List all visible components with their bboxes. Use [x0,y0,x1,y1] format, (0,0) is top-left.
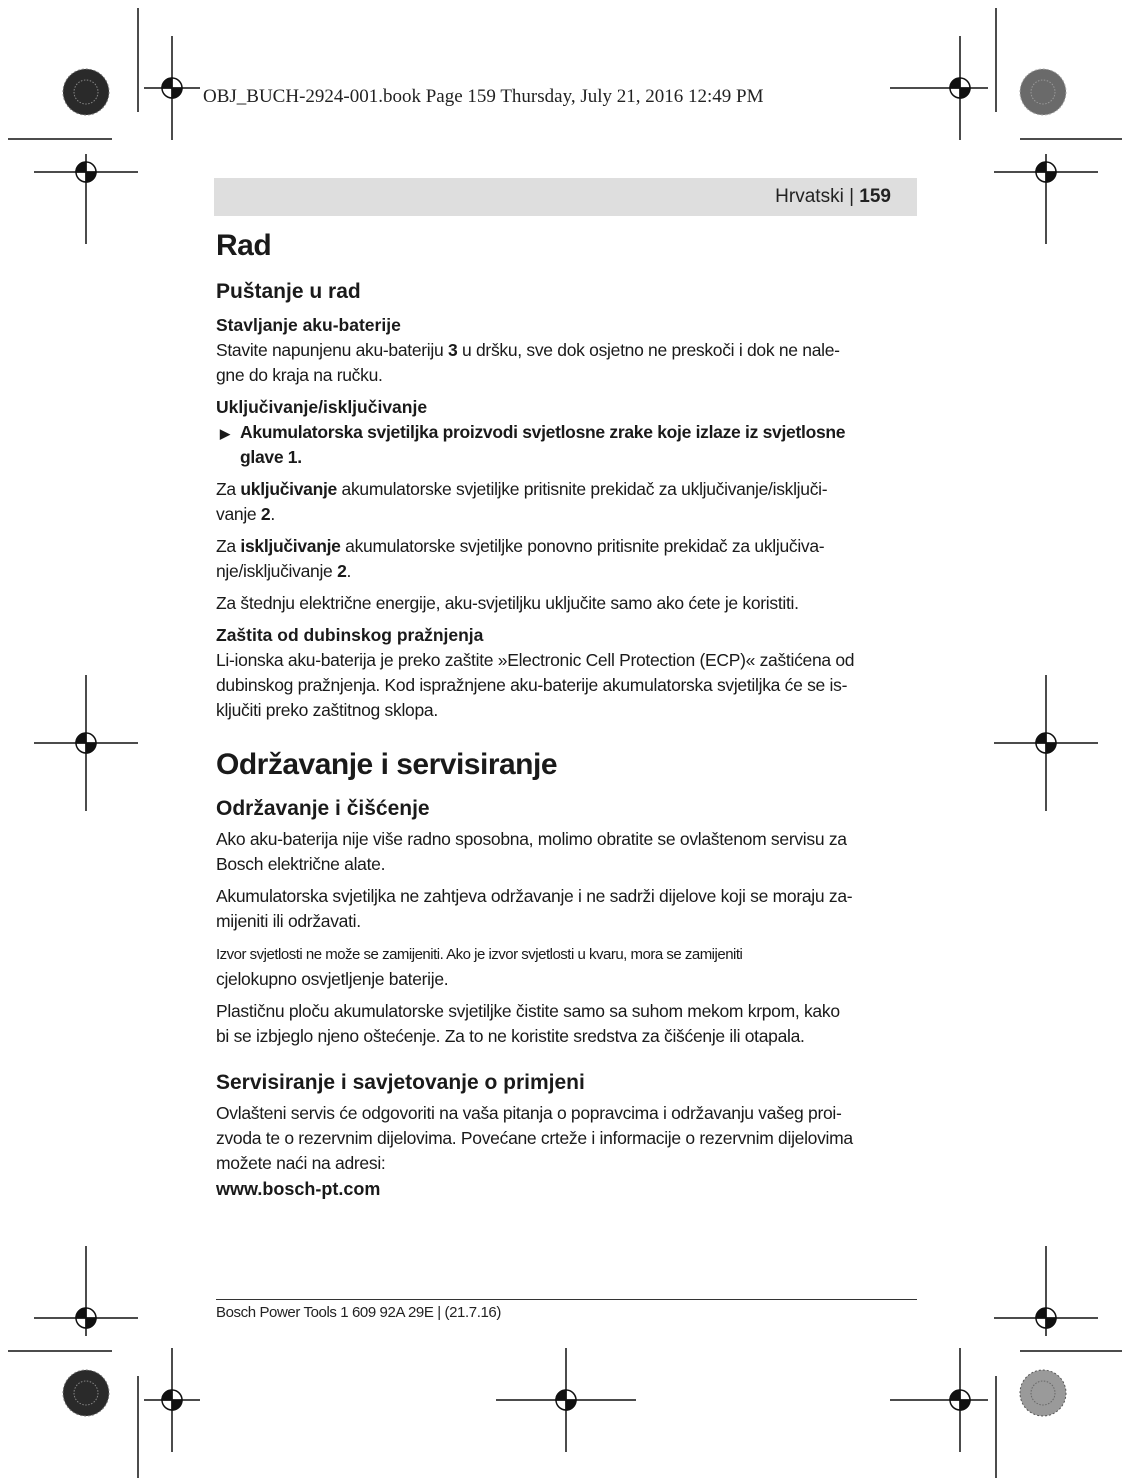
page-number: 159 [859,186,891,207]
paragraph-switch-on [216,477,918,527]
emphasis: isključivanje [240,536,341,556]
text-run: Stavite napunjenu aku-bateriju [216,340,448,360]
text-run: gne do kraja na ručku. [216,365,383,385]
text-run: mijeniti ili održavati. [216,911,361,931]
warning-bullet [216,420,918,470]
paragraph-zastita [216,648,918,723]
text-run: nje/isključivanje [216,561,338,581]
subsection-title-ciscenje: Održavanje i čišćenje [216,797,430,820]
paragraph-stavljanje [216,338,918,388]
part-number: 2 [260,504,271,524]
heading-stavljanje: Stavljanje aku-baterije [216,315,401,335]
heading-zastita: Zaštita od dubinskog pražnjenja [216,625,484,645]
part-number: 3 [447,340,458,360]
bullet-triangle-icon: ▶ [220,426,230,441]
text-run: Akumulatorska svjetiljka proizvodi svjetlosne zrake koje izlaze iz svjetlosne [240,422,846,442]
text-run: vanje [216,504,261,524]
subsection-title-pustanje: Puštanje u rad [216,280,361,303]
part-number: 2 [337,561,347,581]
text-run: Ovlašteni servis će odgovoriti na vaša pitanja o popravcima i održavanju vašeg proi- [216,1103,842,1123]
section-title-rad: Rad [216,229,272,262]
text-run: Bosch električne alate. [216,854,386,874]
text-run: akumulatorske svjetiljke pritisnite prekidač za uključivanje/isključi- [336,479,828,499]
paragraph-cleaning [216,999,918,1049]
heading-ukljucivanje: Uključivanje/isključivanje [216,397,428,417]
text-run: bi se izbjeglo njeno oštećenje. Za to ne koristite sredstva za čišćenje ili otapala. [216,1026,805,1046]
footer-rule [216,1299,917,1300]
page-header [214,178,917,216]
section-title-odrzavanje: Održavanje i servisiranje [216,748,558,781]
text-run: Izvor svjetlosti ne može se zamijeniti. Ako je izvor svjetlosti u kvaru, mora se zamijeniti [216,946,743,963]
text-run: Za [216,536,241,556]
paragraph-servis [216,1101,918,1176]
bosch-website-link[interactable]: www.bosch-pt.com [216,1179,381,1199]
text-run: cjelokupno osvjetljenje baterije. [216,969,449,989]
text-run: zvoda te o rezervnim dijelovima. Povećane crteže i informacije o rezervnim dijelovima [216,1128,853,1148]
paragraph-maintenance-free [216,884,918,934]
print-slug: OBJ_BUCH-2924-001.book Page 159 Thursday, July 21, 2016 12:49 PM [203,86,764,107]
emphasis: uključivanje [240,479,337,499]
text-run: ključiti preko zaštitnog sklopa. [216,700,438,720]
page-footer: Bosch Power Tools 1 609 92A 29E | (21.7.16) [216,1304,501,1321]
page-content [216,224,918,1202]
text-run: . [270,504,275,524]
header-language: Hrvatski [775,186,844,207]
text-run: akumulatorske svjetiljke ponovno pritisnite prekidač za uključiva- [340,536,825,556]
text-run: Li-ionska aku-baterija je preko zaštite »Electronic Cell Protection (ECP)« zaštićena od [216,650,855,670]
paragraph-service-contact [216,827,918,877]
text-run: dubinskog pražnjenja. Kod ispražnjene aku-baterije akumulatorska svjetiljka će se is- [216,675,848,695]
paragraph-energy-saving: Za štednju električne energije, aku-svjetiljku uključite samo ako ćete je koristiti. [216,593,799,613]
text-run: . [346,561,352,581]
header-separator: | [843,186,860,207]
running-header [775,186,891,208]
text-run: Plastičnu ploču akumulatorske svjetiljke čistite samo sa suhom mekom krpom, kako [216,1001,840,1021]
paragraph-switch-off [216,534,918,584]
text-run: možete naći na adresi: [216,1153,386,1173]
paragraph-light-source [216,941,918,992]
text-run: Za [216,479,241,499]
text-run: u dršku, sve dok osjetno ne preskoči i dok ne nale- [457,340,840,360]
text-run: glave 1. [240,447,302,467]
text-run: Ako aku-baterija nije više radno sposobna, molimo obratite se ovlaštenom servisu za [216,829,847,849]
subsection-title-servis: Servisiranje i savjetovanje o primjeni [216,1071,585,1094]
text-run: Akumulatorska svjetiljka ne zahtjeva održavanje i ne sadrži dijelove koji se moraju za- [216,886,853,906]
